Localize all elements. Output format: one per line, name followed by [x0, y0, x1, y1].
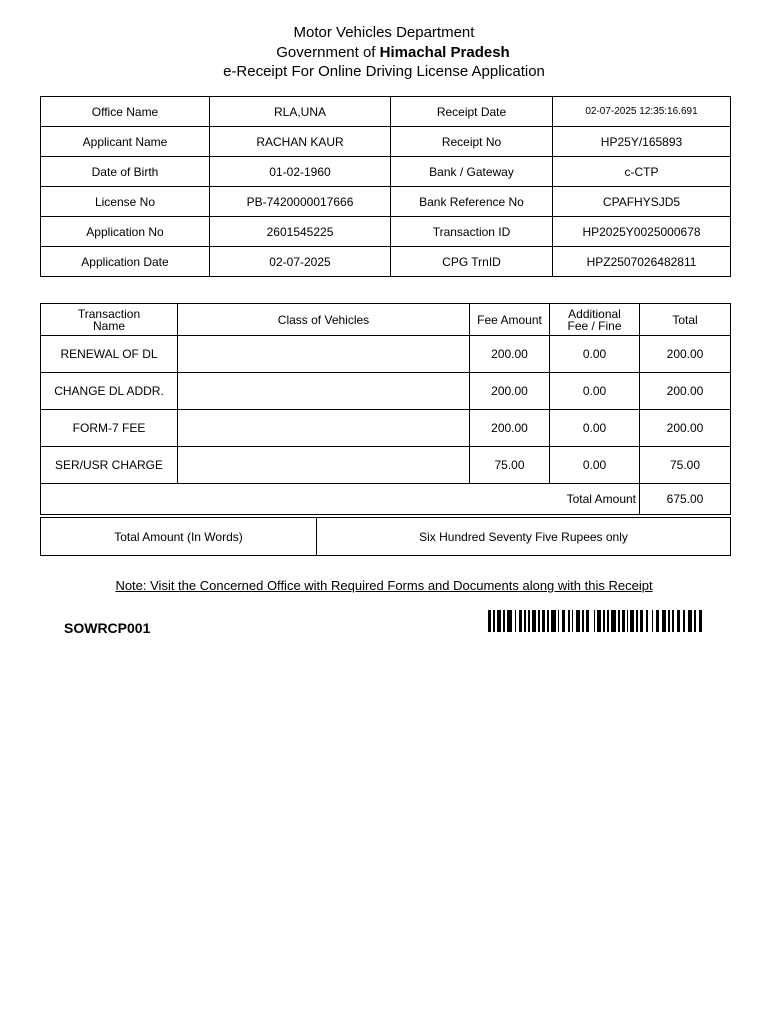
- office-name-label: Office Name: [41, 97, 210, 127]
- fee-amount-cell: 200.00: [470, 373, 550, 410]
- table-row: [41, 187, 731, 217]
- row-total-cell: 75.00: [640, 447, 731, 484]
- table-row: [41, 410, 731, 447]
- table-row: [41, 97, 731, 127]
- application-date-value: 02-07-2025: [210, 247, 391, 277]
- table-row: [41, 373, 731, 410]
- amount-in-words-table: [40, 517, 731, 556]
- amount-in-words-label: Total Amount (In Words): [41, 518, 317, 556]
- class-of-vehicles-cell: [178, 336, 470, 373]
- applicant-info-table: [40, 96, 731, 277]
- col-fee-amount: Fee Amount: [470, 304, 550, 336]
- table-row: [41, 518, 731, 556]
- state-name: Himachal Pradesh: [379, 44, 510, 61]
- applicant-name-label: Applicant Name: [41, 127, 210, 157]
- bank-ref-value: CPAFHYSJD5: [553, 187, 731, 217]
- additional-fee-cell: 0.00: [550, 447, 640, 484]
- transaction-id-value: HP2025Y0025000678: [553, 217, 731, 247]
- applicant-name-value: RACHAN KAUR: [210, 127, 391, 157]
- fee-table-header: [41, 304, 731, 336]
- government-line: [0, 44, 768, 62]
- table-row: [41, 127, 731, 157]
- form-code: SOWRCP001: [64, 620, 151, 636]
- fee-table: [40, 303, 731, 515]
- total-amount-row: [41, 484, 731, 515]
- bank-gateway-label: Bank / Gateway: [391, 157, 553, 187]
- cpg-trnid-value: HPZ2507026482811: [553, 247, 731, 277]
- additional-fee-cell: 0.00: [550, 336, 640, 373]
- office-visit-note: Note: Visit the Concerned Office with Required Forms and Documents along with this Receipt: [115, 578, 653, 593]
- transaction-name-cell: RENEWAL OF DL: [41, 336, 178, 373]
- dob-label: Date of Birth: [41, 157, 210, 187]
- license-no-value: PB-7420000017666: [210, 187, 391, 217]
- transaction-name-cell: FORM-7 FEE: [41, 410, 178, 447]
- col-transaction-name: Transaction Name: [41, 304, 178, 336]
- table-row: [41, 217, 731, 247]
- license-no-label: License No: [41, 187, 210, 217]
- col-total: Total: [640, 304, 731, 336]
- cpg-trnid-label: CPG TrnID: [391, 247, 553, 277]
- department-title: Motor Vehicles Department: [293, 24, 475, 41]
- receipt-title: e-Receipt For Online Driving License Application: [223, 63, 545, 80]
- table-row: [41, 447, 731, 484]
- barcode: [488, 610, 702, 632]
- amount-in-words-value: Six Hundred Seventy Five Rupees only: [317, 518, 731, 556]
- transaction-id-label: Transaction ID: [391, 217, 553, 247]
- application-no-label: Application No: [41, 217, 210, 247]
- bank-gateway-value: c-CTP: [553, 157, 731, 187]
- fee-amount-cell: 75.00: [470, 447, 550, 484]
- fee-amount-cell: 200.00: [470, 336, 550, 373]
- class-of-vehicles-cell: [178, 447, 470, 484]
- receipt-no-value: HP25Y/165893: [553, 127, 731, 157]
- additional-fee-cell: 0.00: [550, 410, 640, 447]
- table-row: [41, 157, 731, 187]
- table-row: [41, 336, 731, 373]
- row-total-cell: 200.00: [640, 336, 731, 373]
- total-amount-value: 675.00: [640, 484, 731, 515]
- application-date-label: Application Date: [41, 247, 210, 277]
- class-of-vehicles-cell: [178, 373, 470, 410]
- class-of-vehicles-cell: [178, 410, 470, 447]
- receipt-date-value: 02-07-2025 12:35:16.691: [553, 97, 731, 127]
- transaction-name-cell: CHANGE DL ADDR.: [41, 373, 178, 410]
- transaction-name-cell: SER/USR CHARGE: [41, 447, 178, 484]
- col-class-of-vehicles: Class of Vehicles: [178, 304, 470, 336]
- application-no-value: 2601545225: [210, 217, 391, 247]
- bank-ref-label: Bank Reference No: [391, 187, 553, 217]
- row-total-cell: 200.00: [640, 410, 731, 447]
- table-row: [41, 247, 731, 277]
- additional-fee-cell: 0.00: [550, 373, 640, 410]
- government-prefix: Government of: [276, 44, 380, 61]
- office-name-value: RLA,UNA: [210, 97, 391, 127]
- dob-value: 01-02-1960: [210, 157, 391, 187]
- total-amount-label: Total Amount: [41, 484, 640, 515]
- fee-amount-cell: 200.00: [470, 410, 550, 447]
- row-total-cell: 200.00: [640, 373, 731, 410]
- col-additional-fee: Additional Fee / Fine: [550, 304, 640, 336]
- receipt-no-label: Receipt No: [391, 127, 553, 157]
- receipt-date-label: Receipt Date: [391, 97, 553, 127]
